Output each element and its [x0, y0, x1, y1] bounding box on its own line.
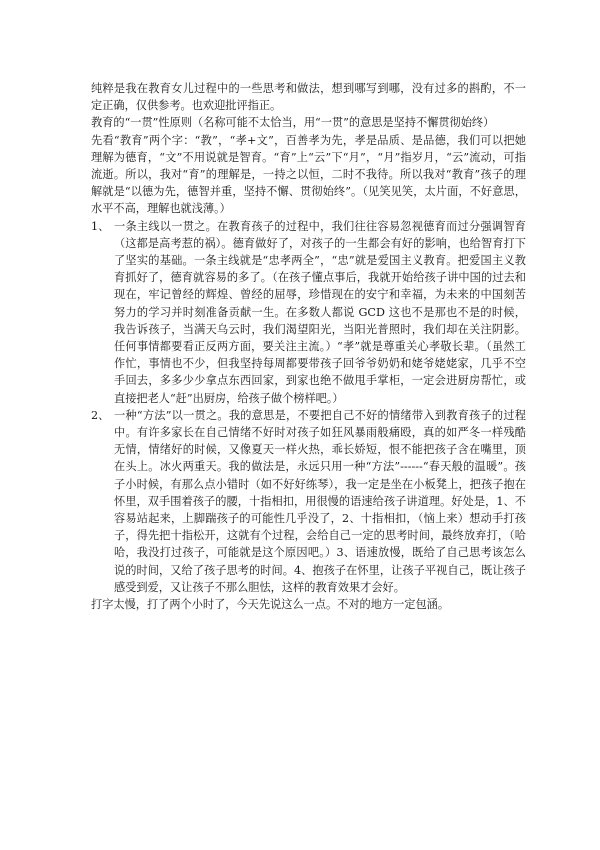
- principle-title: 教育的“一贯”性原则（名称可能不太恰当，用“一贯”的意思是坚持不懈贯彻始终）: [91, 116, 495, 130]
- intro-paragraph: 纯粹是我在教育女儿过程中的一些思考和做法，想到哪写到哪，没有过多的斟酌，不一定正确，仅供参考。也欢迎批评指正。: [91, 82, 526, 113]
- list-item-text: 一种“方法”以一贯之。我的意思是，不要把自己不好的情绪带入到教育孩子的过程中。有许多家长在自己情绪不好时对孩子如狂风暴雨般痛殴，真的如严冬一样残酷无情，情绪好的时候，又像夏天一样火热，乖长娇短，恨不能把孩子含在嘴里，顶在头上。冰火两重天。我的做法是，永远只用一种“方法”------“春天般的温暖”。孩子小时候，有那么点小错时（如不好好练琴），我一定是坐在小板凳上，把孩子抱在怀里，双手围着孩子的腰，十指相扣，用很慢的语速给孩子讲道理。好处是，1、不容易站起来，上脚踹孩子的可能性几乎没了，2、十指相扣，（恼上来）想动手打孩子，得先把十指松开，这就有个过程，会给自己一定的思考时间，最终放弃打，（哈哈，我没打过孩子，可能就是这个原因吧。）3、语速放慢，既给了自己思考该怎么说的时间，又给了孩子思考的时间。4、抱孩子在怀里，让孩子平视自己，既让孩子感受到爱，又让孩子不那么胆怯，这样的教育效果才会好。: [114, 408, 526, 594]
- list-item: [91, 218, 526, 407]
- list-item-number: 2、: [91, 408, 110, 422]
- list-item-text: 一条主线以一贯之。在教育孩子的过程中，我们往往容易忽视德育而过分强调智育（这都是高考惹的祸）。德育做好了，对孩子的一生都会有好的影响，也给智育打下了坚实的基础。一条主线就是“忠孝两全”，“忠”就是爱国主义教育。把爱国主义教育抓好了，德育就容易的多了。（在孩子懂点事后，我就开始给孩子讲中国的过去和现在，牢记曾经的辉煌、曾经的屈辱，珍惜现在的安宁和幸福，为未来的中国刻苦努力的学习并时刻准备贡献一生。在多数人都说 GCD 这也不是那也不是的时候，我告诉孩子，当满天乌云时，我们渴望阳光，当阳光普照时，我们却在关注阴影。任何事情都要看正反两方面，要关注主流。）“孝”就是尊重关心孝敬长辈。（虽然工作忙，事情也不少，但我坚持每周都要带孩子回爷爷奶奶和姥爷姥姥家，几乎不空手回去，多多少少拿点东西回家，到家也绝不做甩手掌柜，一定会进厨房帮忙，或直接把老人“赶”出厨房，给孩子做个榜样吧。）: [114, 219, 526, 405]
- list-item-number: 1、: [91, 219, 110, 233]
- list-item: [91, 407, 526, 596]
- principle-body: 先看“教育”两个字：“教”，“孝+文”，百善孝为先，孝是品质、是品德，我们可以把她理解为德育，“文”不用说就是智育。“育”上“云”下“月”，“月”指岁月，“云”流动，可指流逝。所以，我对“育”的理解是，一持之以恒，二时不我待。所以我对“教育”孩子的理解就是“以德为先，德智并重，坚持不懈、贯彻始终”。（见笑见笑，太片面，不好意思，水平不高，理解也就浅薄。）: [91, 133, 526, 216]
- document-page: [91, 80, 526, 613]
- closing-paragraph: 打字太慢，打了两个小时了，今天先说这么一点。不对的地方一定包涵。: [91, 598, 450, 612]
